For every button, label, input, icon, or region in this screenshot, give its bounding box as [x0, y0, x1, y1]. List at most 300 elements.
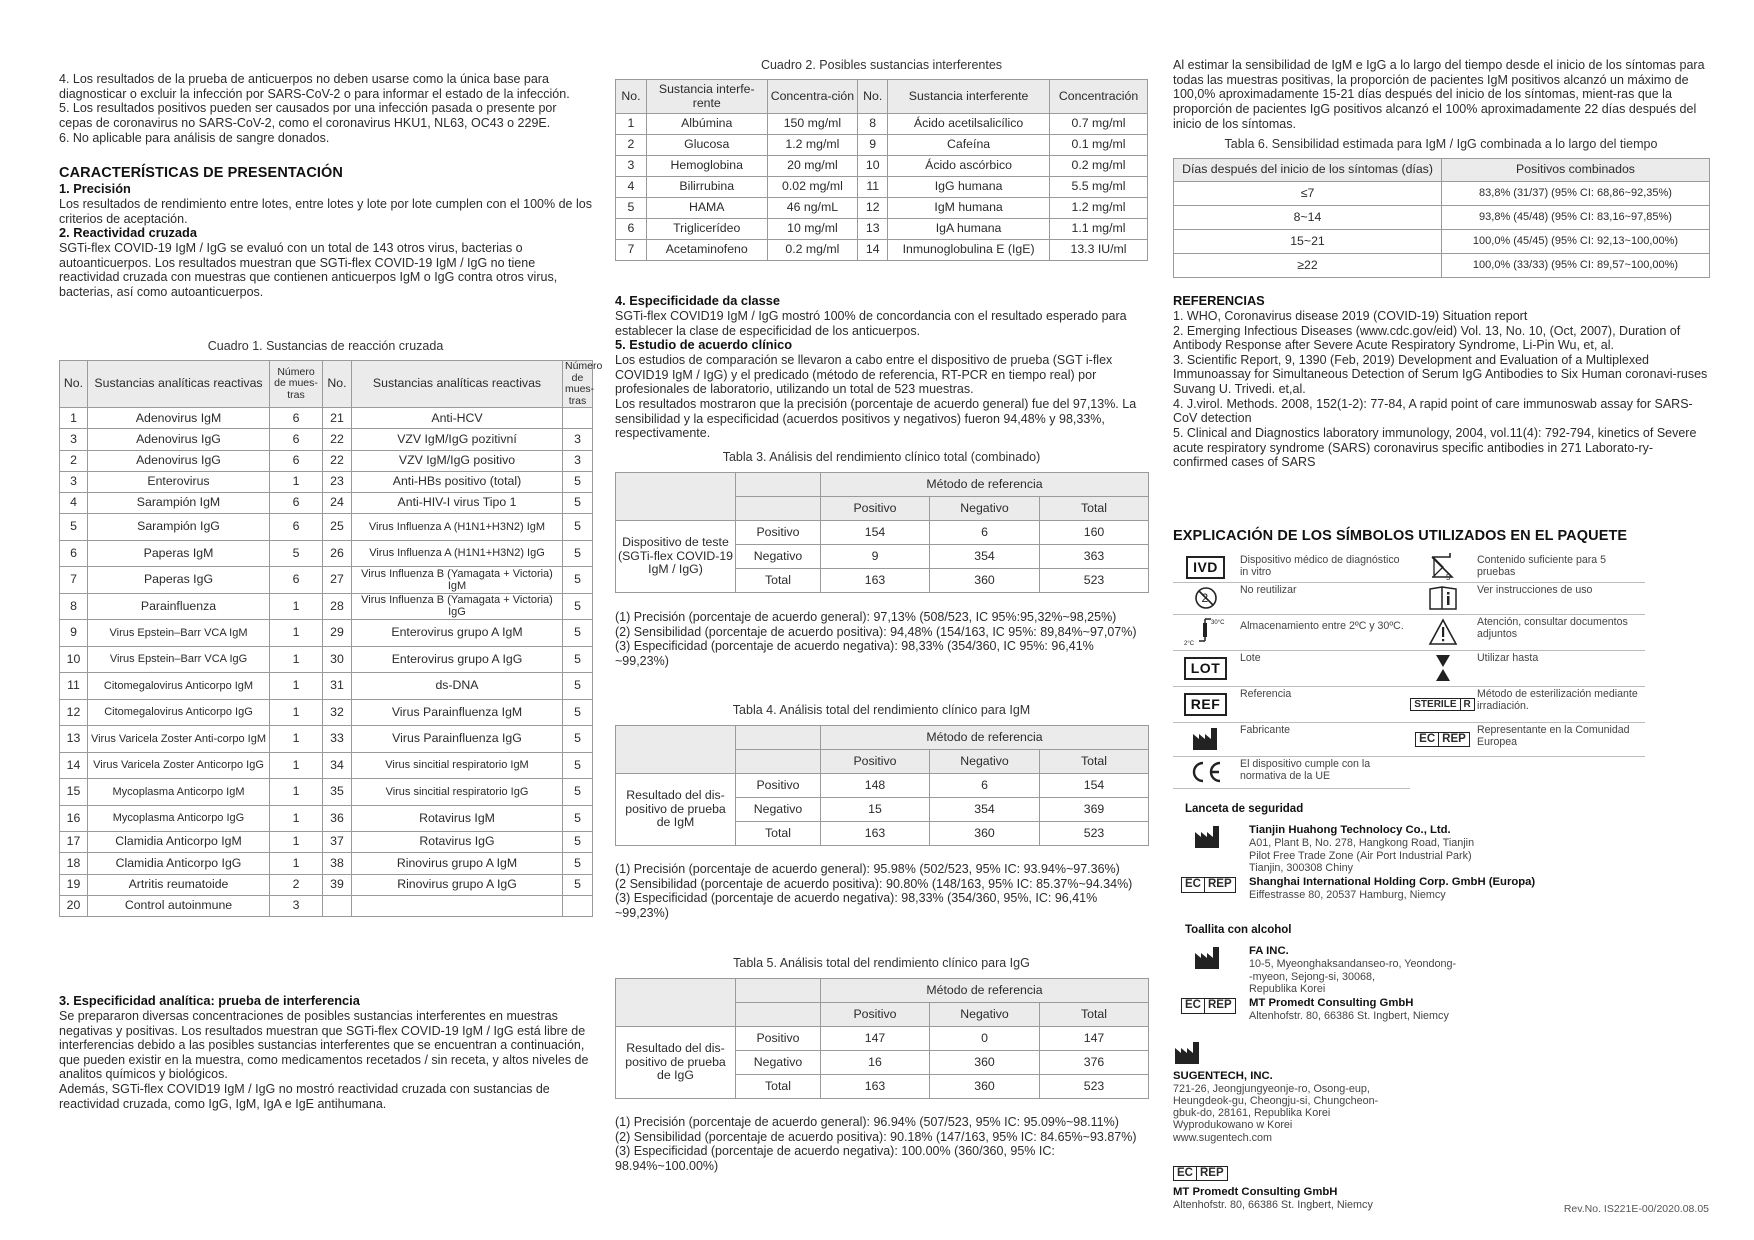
table-cell: 147 [1040, 1027, 1149, 1051]
table-cell: 9 [60, 620, 88, 647]
ecrep-description: Representante en la Comunidad Europea [1475, 723, 1645, 757]
manufacturer-description: Fabricante [1238, 723, 1410, 757]
table-cell: 1 [270, 832, 323, 853]
header-cell: Número de mues-tras [563, 361, 593, 408]
lot-icon: LOT [1184, 657, 1228, 679]
table-cell: 1 [270, 805, 323, 832]
table-cell: 4 [60, 492, 88, 513]
table-cell: 360 [930, 822, 1040, 846]
corner-cell [736, 979, 821, 1003]
table-cell: 27 [323, 567, 352, 594]
table-cell: 16 [60, 805, 88, 832]
note: (2) Sensibilidad (porcentaje de acuerdo positiva): 94,48% (154/163, IC 95%: 89,84%~97,07%) [615, 624, 1137, 639]
ec-label: EC [1419, 732, 1436, 745]
table-cell: Positivo [736, 1027, 821, 1051]
lancet-section [1173, 803, 1709, 901]
table-cell: Virus Influenza B (Yamagata + Victoria) IgM [352, 567, 563, 594]
table-row [60, 699, 593, 726]
ecrep-symbol [1410, 723, 1475, 757]
igg-performance-table [615, 978, 1149, 1099]
table-cell: 2 [60, 450, 88, 471]
table-cell: 20 [60, 895, 88, 916]
corner-cell [736, 726, 821, 750]
table-cell: Glucosa [646, 135, 767, 156]
ecrep-symbol [1181, 876, 1237, 901]
table3-notes [615, 610, 1148, 669]
table-cell: 6 [60, 540, 88, 567]
table-cell: Albúmina [646, 114, 767, 135]
table-cell: 1 [270, 752, 323, 779]
table-cell: 3 [60, 471, 88, 492]
factory-icon [1193, 824, 1223, 850]
table-cell: 5.5 mg/ml [1050, 177, 1148, 198]
class-clinical-section [615, 294, 1148, 441]
header-cell: Positivo [821, 497, 930, 521]
table1-body [60, 408, 593, 917]
manufacturer-symbol [1173, 723, 1238, 757]
table-cell: 1 [270, 726, 323, 753]
table-cell: 13 [858, 219, 888, 240]
sterile-label: STERILE [1414, 698, 1457, 710]
table-cell: 5 [563, 471, 593, 492]
clinical-agreement-text: Los estudios de comparación se llevaron a cabo entre el dispositivo de prueba (SGT i-flex COVID19 IgM / IgG) y el predicado (método de referencia, RT-PCR en tiempo real) por profesionales de laboratorio, utilizando un total de 523 muestras. [615, 353, 1113, 397]
table-row [60, 874, 593, 895]
table-cell: 13 [60, 726, 88, 753]
table-cell: Virus Parainfluenza IgM [352, 699, 563, 726]
table-cell: Adenovirus IgG [88, 429, 270, 450]
table6-caption: Tabla 6. Sensibilidad estimada para IgM / IgG combinada a lo largo del tiempo [1224, 137, 1658, 151]
table-cell: Anti-HBs positivo (total) [352, 471, 563, 492]
header-cell: Concentración [1050, 80, 1148, 114]
table1-header-row [60, 361, 593, 408]
svg-text:2: 2 [1201, 591, 1208, 606]
table-cell: 523 [1040, 822, 1149, 846]
table-cell: 10 mg/ml [767, 219, 858, 240]
website: www.sugentech.com [1173, 1131, 1273, 1144]
table-cell: Virus Parainfluenza IgG [352, 726, 563, 753]
table-cell: 5 [563, 726, 593, 753]
table-cell [563, 408, 593, 429]
corner-cell [616, 473, 736, 521]
igm-performance-table [615, 725, 1149, 846]
class-specificity-heading: 4. Especificidade da classe [615, 293, 781, 308]
ce-mark-icon [1189, 760, 1223, 784]
table-cell: Anti-HCV [352, 408, 563, 429]
combined-performance-table [615, 472, 1149, 593]
table-cell: VZV IgM/IgG positivo [352, 450, 563, 471]
table-cell: 8 [858, 114, 888, 135]
analytical-specificity-section [59, 994, 592, 1111]
table-cell: Virus Influenza A (H1N1+H3N2) IgG [352, 540, 563, 567]
table-cell: Adenovirus IgM [88, 408, 270, 429]
table-cell: 6 [930, 774, 1040, 798]
corner-cell [616, 726, 736, 774]
table-cell: Positivo [736, 774, 821, 798]
table-cell: 12 [60, 699, 88, 726]
table-cell: Enterovirus grupo A IgM [352, 620, 563, 647]
table-cell: 5 [563, 752, 593, 779]
table-row [60, 853, 593, 874]
table-cell: 34 [323, 752, 352, 779]
table-cell: Triglicerídeo [646, 219, 767, 240]
table-cell: Total [736, 822, 821, 846]
table-row [60, 450, 593, 471]
table-cell: 363 [1040, 545, 1149, 569]
table4-caption: Tabla 4. Análisis total del rendimiento clínico para IgM [732, 703, 1031, 717]
lancet-rep-text [1249, 876, 1535, 901]
table-cell: 9 [858, 135, 888, 156]
ce-description: El dispositivo cumple con la normativa de la UE [1238, 757, 1410, 789]
table-cell: Virus Varicela Zoster Anticorpo IgG [88, 752, 270, 779]
table-cell: Virus Epstein–Barr VCA IgM [88, 620, 270, 647]
specificity-text: Se prepararon diversas concentraciones de posibles sustancias interferentes en muestras negativas y positivas. Los resultados muestran que SGTi-flex COVID-19 IgM / IgG está libre de interferencias debido a las posibles sustancias interferentes que se encuentran a continuación, que pueden existir en la muestra, como medicamentos recetados / sin receta, y altos niveles de analitos químicos y biológicos. [59, 1008, 589, 1082]
rep-label: REP [1204, 999, 1235, 1012]
table-cell: 32 [323, 699, 352, 726]
table-cell: Virus Influenza B (Yamagata + Victoria) IgG [352, 593, 563, 620]
table-cell: 15 [821, 798, 930, 822]
reference-item: 2. Emerging Infectious Diseases (www.cdc.gov/eid) Vol. 13, No. 10, (Oct, 2007), Duration of Antibody Response after Severe Acute Respiratory Syndrome, Li-Pin Wu, et, al. [1173, 323, 1681, 353]
table-cell: 39 [323, 874, 352, 895]
table-cell: Rotavirus IgG [352, 832, 563, 853]
alcohol-section [1173, 924, 1709, 1022]
table-cell: 5 [563, 646, 593, 673]
table-cell: 360 [930, 1051, 1040, 1075]
alcohol-manufacturer-text [1249, 945, 1456, 995]
factory-icon [1173, 1040, 1203, 1066]
table-cell: 1 [270, 673, 323, 700]
header-cell: Negativo [930, 1003, 1040, 1027]
table-cell: Sarampión IgM [88, 492, 270, 513]
table-cell: 147 [821, 1027, 930, 1051]
row-group-header: Resultado del dis-positivo de prueba de IgM [616, 774, 736, 846]
temp-symbol [1173, 615, 1238, 651]
table-cell: 23 [323, 471, 352, 492]
clinical-agreement-heading: 5. Estudio de acuerdo clínico [615, 337, 793, 353]
table-cell: 5 [563, 514, 593, 541]
address-line: Pilot Free Trade Zone (Air Port Industrial Park) [1249, 849, 1472, 862]
table-cell: Citomegalovirus Anticorpo IgM [88, 673, 270, 700]
note: (2 Sensibilidad (porcentaje de acuerdo positiva): 90.80% (148/163, 95% IC: 85.37%~94.34%) [615, 876, 1133, 891]
header-cell: Positivo [821, 1003, 930, 1027]
table-cell: Total [736, 569, 821, 593]
table-row [60, 514, 593, 541]
cross-reactivity-text: SGTi-flex COVID-19 IgM / IgG se evaluó con un total de 143 otros virus, bacterias o autoanticuerpos. Los resultados muestran que SGTi-flex COVID-19 IgM / IgG no tiene reactividad cruzada con muestras que contienen anticuerpos IgM o IgG contra otros virus, bacterias, así como autoanticuerpos. [59, 241, 558, 300]
table-cell: Artritis reumatoide [88, 874, 270, 895]
corner-cell [616, 979, 736, 1027]
table-cell: ≤7 [1174, 182, 1442, 206]
note: (1) Precisión (porcentaje de acuerdo general): 95.98% (502/523, 95% IC: 93.94%~97.36%) [615, 862, 1120, 876]
table-cell: 93,8% (45/48) (95% CI: 83,16~97,85%) [1442, 206, 1710, 230]
table-row [60, 646, 593, 673]
table-cell: Rinovirus grupo A IgM [352, 853, 563, 874]
header-cell: Sustancias analíticas reactivas [88, 361, 270, 408]
table-cell: 160 [1040, 521, 1149, 545]
ec-label: EC [1185, 878, 1201, 891]
lot-symbol [1173, 651, 1238, 687]
address-line: Eiffestrasse 80, 20537 Hamburg, Niemcy [1249, 889, 1446, 902]
table-row [60, 540, 593, 567]
table-cell: VZV IgM/IgG pozitivní [352, 429, 563, 450]
table-cell [563, 895, 593, 916]
table2-caption: Cuadro 2. Posibles sustancias interferentes [760, 58, 1003, 72]
table-cell: IgM humana [888, 198, 1050, 219]
table-cell: Negativo [736, 798, 821, 822]
table-cell: 22 [323, 450, 352, 471]
table-row [616, 521, 1149, 545]
table-row [616, 979, 1149, 1003]
ivd-symbol [1173, 553, 1238, 583]
table-cell: Ácido ascórbico [888, 156, 1050, 177]
note: (3) Especificidad (porcentaje de acuerdo negativa): 100.00% (360/360, 95% IC: 98.94%~100.00%) [615, 1144, 1055, 1173]
lancet-eu-rep [1173, 876, 1709, 901]
table-cell: 1 [270, 593, 323, 620]
rep-label: REP [1204, 878, 1235, 891]
note-6: 6. No aplicable para análisis de sangre donados. [59, 130, 330, 145]
temperature-limit-icon [1181, 615, 1231, 649]
table-cell: 5 [563, 874, 593, 895]
table-cell: 22 [323, 429, 352, 450]
ec-rep-icon [1415, 732, 1470, 747]
table-cell: 360 [930, 1075, 1040, 1099]
table-cell: 163 [821, 822, 930, 846]
instructions-book-icon [1428, 585, 1458, 611]
address-line: Wyprodukowano w Korei [1173, 1119, 1293, 1132]
factory-icon [1191, 726, 1221, 752]
table-row [60, 408, 593, 429]
table-cell: 36 [323, 805, 352, 832]
manufacturer-symbol [1193, 945, 1237, 995]
table-row [60, 805, 593, 832]
table-cell: Enterovirus grupo A IgG [352, 646, 563, 673]
table-cell: 369 [1040, 798, 1149, 822]
temp-description: Almacenamiento entre 2ºC y 30ºC. [1238, 615, 1410, 651]
table2-header-row [616, 80, 1148, 114]
table-cell: 0.02 mg/ml [767, 177, 858, 198]
table-cell: Parainfluenza [88, 593, 270, 620]
table-row [60, 492, 593, 513]
table-row [616, 1027, 1149, 1051]
corner-cell [736, 473, 821, 497]
sigma-description: Contenido suficiente para 5 pruebas [1475, 553, 1645, 583]
lancet-manufacturer-text [1249, 824, 1474, 874]
features-heading: CARACTERÍSTICAS DE PRESENTACIÓN [59, 165, 343, 181]
noreuse-symbol [1173, 583, 1238, 615]
table3-caption: Tabla 3. Análisis del rendimiento clínico total (combinado) [722, 450, 1041, 464]
table-cell: 5 [563, 832, 593, 853]
table-cell: Total [736, 1075, 821, 1099]
table-row [616, 135, 1148, 156]
company-name: FA INC. [1249, 945, 1289, 958]
table-cell: 5 [563, 779, 593, 806]
table-cell [352, 895, 563, 916]
table-cell: 6 [270, 514, 323, 541]
header-cell: Total [1040, 497, 1149, 521]
precision-heading: 1. Precisión [59, 180, 131, 196]
table-cell: 6 [930, 521, 1040, 545]
table-cell: Virus Varicela Zoster Anti-corpo IgM [88, 726, 270, 753]
table-cell: 1 [616, 114, 647, 135]
table-cell: 5 [616, 198, 647, 219]
table-row [60, 471, 593, 492]
table-cell: 154 [821, 521, 930, 545]
table-cell: 9 [821, 545, 930, 569]
references-heading: REFERENCIAS [1173, 293, 1265, 308]
table-cell: 12 [858, 198, 888, 219]
table-row [1174, 230, 1710, 254]
address-line: Republika Korei [1249, 982, 1326, 995]
ifu-symbol [1410, 583, 1475, 615]
address-line: Heungdeok-gu, Cheongju-si, Chungcheon- [1173, 1094, 1379, 1107]
table-cell: 150 mg/ml [767, 114, 858, 135]
header-cell: No. [858, 80, 888, 114]
caution-description: Atención, consultar documentos adjuntos [1475, 615, 1645, 651]
ecrep-symbol [1181, 997, 1237, 1022]
table-cell: 35 [323, 779, 352, 806]
ref-description: Referencia [1238, 687, 1410, 723]
table-cell: IgG humana [888, 177, 1050, 198]
table-row [60, 673, 593, 700]
table-cell: 8~14 [1174, 206, 1442, 230]
company-name: MT Promedt Consulting GmbH [1249, 997, 1414, 1010]
header-cell: Total [1040, 1003, 1149, 1027]
company-name: MT Promedt Consulting GmbH [1173, 1186, 1338, 1199]
table-row [616, 156, 1148, 177]
ec-label: EC [1185, 999, 1201, 1012]
table-cell: 2 [616, 135, 647, 156]
table-cell: Adenovirus IgG [88, 450, 270, 471]
corner-cell [736, 750, 821, 774]
table-cell: 4 [616, 177, 647, 198]
specificity-heading: 3. Especificidad analítica: prueba de interferencia [59, 993, 360, 1008]
table-row [616, 240, 1148, 261]
reference-method-header: Método de referencia [821, 979, 1149, 1003]
table-cell: Rotavirus IgM [352, 805, 563, 832]
table-cell: 13.3 IU/ml [1050, 240, 1148, 261]
noreuse-description: No reutilizar [1238, 583, 1410, 615]
table-cell: 33 [323, 726, 352, 753]
table-row [60, 752, 593, 779]
table-row [616, 774, 1149, 798]
ec-rep-icon [1181, 998, 1236, 1013]
rep-label: REP [1438, 733, 1469, 746]
cross-reaction-table [59, 360, 603, 917]
table-cell: 5 [563, 540, 593, 567]
table-cell: 1.1 mg/ml [1050, 219, 1148, 240]
sigma-symbol [1410, 553, 1475, 583]
table-cell: 46 ng/mL [767, 198, 858, 219]
sterile-symbol [1410, 687, 1475, 723]
reference-method-header: Método de referencia [821, 473, 1149, 497]
table-cell: 29 [323, 620, 352, 647]
cross-reactivity-heading: 2. Reactividad cruzada [59, 225, 197, 241]
header-cell: Positivo [821, 750, 930, 774]
company-name: Tianjin Huahong Technolocy Co., Ltd. [1249, 824, 1451, 837]
sterile-description: Método de esterilización mediante irradiación. [1475, 687, 1645, 723]
rep-label: REP [1196, 1167, 1227, 1180]
table-cell: Hemoglobina [646, 156, 767, 177]
ec-rep-icon [1173, 1166, 1228, 1181]
lot-description: Lote [1238, 651, 1410, 687]
caution-warning-icon [1428, 618, 1458, 646]
precision-text: Los resultados de rendimiento entre lotes, entre lotes y lote por lote cumplen con el 100% de los criterios de aceptación. [59, 196, 592, 226]
interfering-substances-table [615, 79, 1148, 261]
alcohol-eu-rep [1173, 997, 1709, 1022]
address-line: Altenhofstr. 80, 66386 St. Ingbert, Niemcy [1173, 1199, 1373, 1212]
table-cell: 5 [563, 699, 593, 726]
table-cell: 0.2 mg/ml [1050, 156, 1148, 177]
header-cell: Total [1040, 750, 1149, 774]
table-cell: 360 [930, 569, 1040, 593]
table-cell: 1 [270, 620, 323, 647]
table-cell: 0.1 mg/ml [1050, 135, 1148, 156]
alcohol-manufacturer [1173, 945, 1709, 995]
header-cell: Concentra-ción [767, 80, 858, 114]
table-cell: 6 [270, 408, 323, 429]
ref-icon: REF [1184, 693, 1228, 715]
table-row [60, 779, 593, 806]
table-cell: Paperas IgG [88, 567, 270, 594]
temp-low-label: 2°C [1183, 641, 1194, 648]
table-cell: 21 [323, 408, 352, 429]
table-cell: Sarampión IgG [88, 514, 270, 541]
corner-cell [736, 1003, 821, 1027]
table-row [60, 620, 593, 647]
header-cell: Sustancia interfe-rente [646, 80, 767, 114]
alcohol-heading: Toallita con alcohol [1185, 924, 1292, 936]
header-cell: Días después del inicio de los síntomas (días) [1174, 159, 1442, 182]
header-cell: Positivos combinados [1442, 159, 1710, 182]
table-cell: 28 [323, 593, 352, 620]
table-cell: 100,0% (33/33) (95% CI: 89,57~100,00%) [1442, 254, 1710, 278]
table-cell: 0 [930, 1027, 1040, 1051]
table-cell: 523 [1040, 569, 1149, 593]
lancet-heading: Lanceta de seguridad [1185, 803, 1304, 815]
table-cell: 163 [821, 569, 930, 593]
table4-notes [615, 862, 1148, 921]
sterile-r-icon [1410, 698, 1474, 712]
empty-cell [1410, 757, 1475, 789]
table-cell: Enterovirus [88, 471, 270, 492]
table-cell: Positivo [736, 521, 821, 545]
address-line: gbuk-do, 28161, Republika Korei [1173, 1107, 1331, 1120]
table-cell: 14 [858, 240, 888, 261]
table-cell: 10 [60, 646, 88, 673]
sensitivity-over-time-table [1173, 158, 1710, 278]
table-cell: 19 [60, 874, 88, 895]
address-line: A01, Plant B, No. 278, Hangkong Road, Tianjin [1249, 837, 1475, 850]
reference-item: 5. Clinical and Diagnostics laboratory immunology, 2004, vol.11(4): 792-794, kinetics of Severe acute respiratory syndrome (SARS) coronavirus specific antibodies in 271 Laborato-ry- confirmed cases of SARS [1173, 425, 1697, 470]
table-row [60, 832, 593, 853]
table-cell: 15 [60, 779, 88, 806]
corner-cell [736, 497, 821, 521]
table-cell: 20 mg/ml [767, 156, 858, 177]
table-cell: 1 [270, 853, 323, 874]
table-cell: 1 [270, 699, 323, 726]
ec-rep-icon [1181, 877, 1236, 892]
table-cell: 5 [563, 673, 593, 700]
class-specificity-text: SGTi-flex COVID19 IgM / IgG mostró 100% de concordancia con el resultado esperado para establecer la clase de especificidad de los anticuerpos. [615, 308, 1127, 338]
table-row [616, 198, 1148, 219]
ifu-description: Ver instrucciones de uso [1475, 583, 1645, 615]
table-cell: 6 [270, 450, 323, 471]
company-name: Shanghai International Holding Corp. GmbH (Europa) [1249, 876, 1536, 889]
symbols-section [1173, 528, 1709, 789]
header-cell: Negativo [930, 750, 1040, 774]
table-cell: 1 [270, 471, 323, 492]
header-cell: No. [323, 361, 352, 408]
table-cell: 5 [60, 514, 88, 541]
table-cell: 18 [60, 853, 88, 874]
